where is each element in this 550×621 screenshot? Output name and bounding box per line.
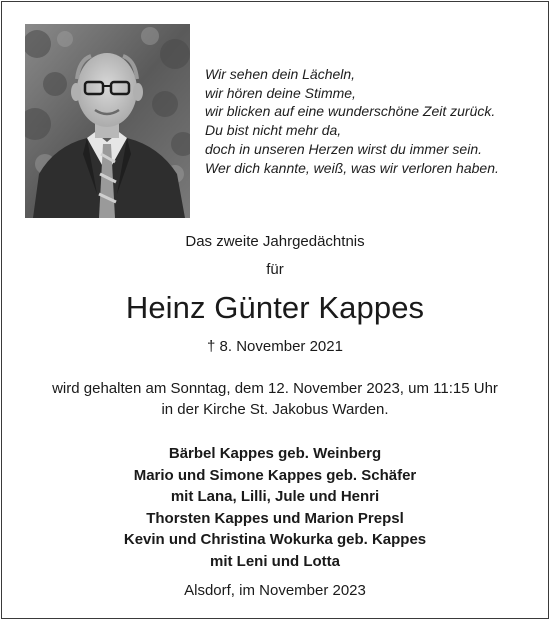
portrait-photo [25,24,190,218]
service-line: in der Kirche St. Jakobus Warden. [161,401,389,418]
place-date: Alsdorf, im November 2023 [184,582,366,599]
family-line: Kevin und Christina Wokurka geb. Kappes [123,531,427,548]
portrait-icon [25,24,190,218]
poem-line: doch in unseren Herzen wirst du immer sein. [205,140,483,157]
poem-line: Wer dich kannte, weiß, was wir verloren haben. [205,159,499,176]
obituary-notice [1,1,549,619]
deceased-name: Heinz Günter Kappes [125,290,425,325]
poem-line: wir blicken auf eine wunderschöne Zeit zurück. [205,103,496,120]
announcement-for: für [266,261,284,278]
poem-line: Du bist nicht mehr da, [205,122,342,139]
poem-line: Wir sehen dein Lächeln, [205,66,356,82]
announcement-intro: Das zweite Jahrgedächtnis [185,233,365,250]
family-line: Bärbel Kappes geb. Weinberg [168,445,382,462]
death-date: † 8. November 2021 [207,338,343,355]
family-line: Mario und Simone Kappes geb. Schäfer [133,466,417,484]
service-details [2,378,548,420]
family-line: mit Leni und Lotta [210,552,340,570]
service-line: wird gehalten am Sonntag, dem 12. November 2023, um 11:15 Uhr [52,380,498,397]
family-signatures [2,443,548,572]
memorial-poem [205,65,535,177]
family-line: mit Lana, Lilli, Jule und Henri [170,488,380,505]
poem-line: wir hören deine Stimme, [205,84,356,101]
family-line: Thorsten Kappes und Marion Prepsl [146,509,404,527]
